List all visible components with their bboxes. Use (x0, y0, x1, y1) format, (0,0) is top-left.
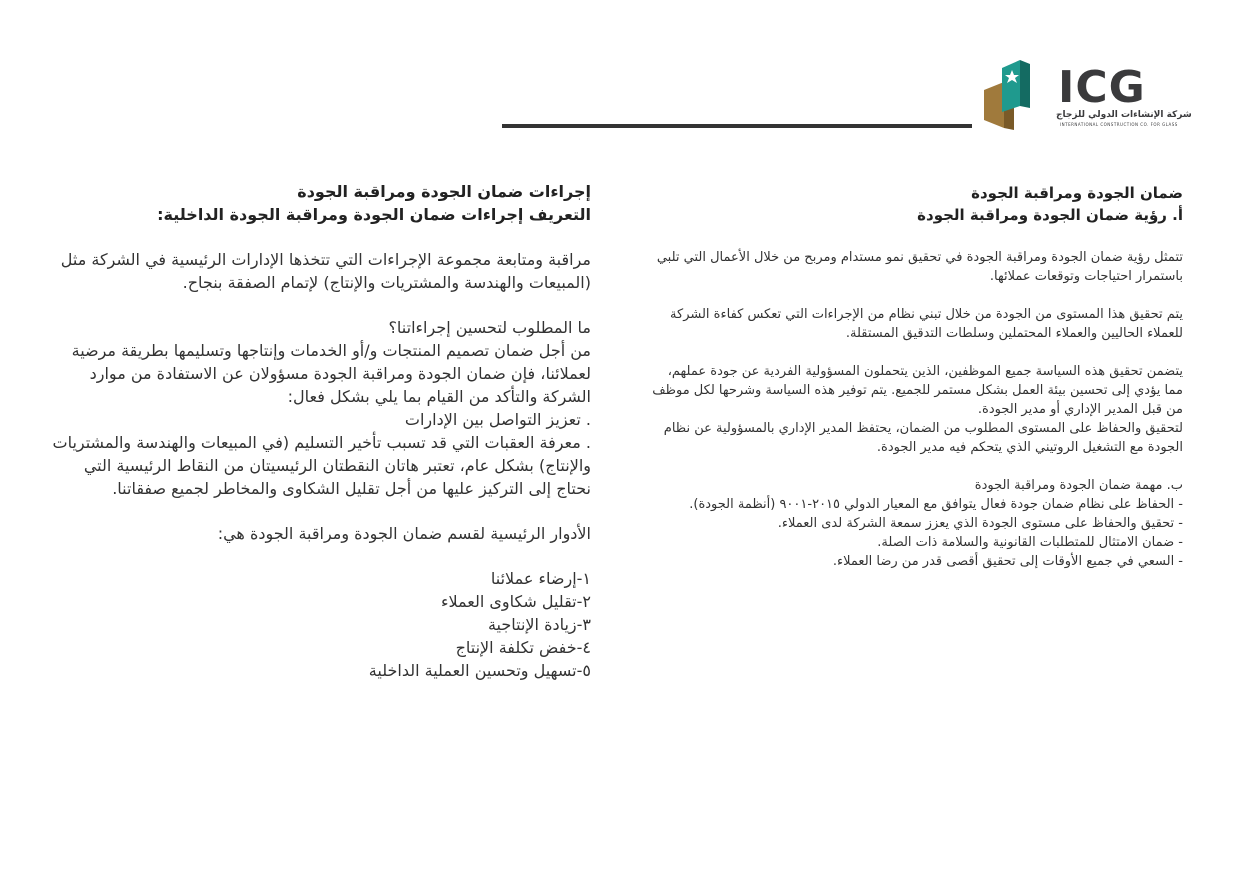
right-column (648, 182, 1183, 571)
definition-paragraph: مراقبة ومتابعة مجموعة الإجراءات التي تتخذها الإدارات الرئيسية في الشركة مثل (المبيعات والهندسة والمشتريات والإنتاج) لإتمام الصفقة بنجاح. (60, 250, 591, 292)
answer-paragraph: من أجل ضمان تصميم المنتجات و/أو الخدمات وإنتاجها وتسليمها بطريقة مرضية لعملائنا، فإن ضمان الجودة ومراقبة الجودة مسؤولان عن الاستفادة من موارد الشركة والتأكد من القيام بما يلي بشكل فعال: (71, 341, 591, 406)
header-divider (502, 124, 972, 128)
right-title: ضمان الجودة ومراقبة الجودة (971, 184, 1183, 202)
mission-item: - الحفاظ على نظام ضمان جودة فعال يتوافق مع المعيار الدولي ٢٠١٥-٩٠٠١ (أنظمة الجودة). (689, 497, 1183, 512)
role-item: ١-إرضاء عملائنا (490, 569, 591, 588)
logo-mark-icon (984, 58, 1032, 130)
maintain-paragraph: لتحقيق والحفاظ على المستوى المطلوب من الضمان، يحتفظ المدير الإداري بالمسؤولية عن نظام الجودة مع التشغيل الروتيني الذي يتحكم فيه مدير الجودة. (663, 421, 1183, 455)
point-item: . معرفة العقبات التي قد تسبب تأخير التسليم (في المبيعات والهندسة والمشتريات والإنتاج) بشكل عام، تعتبر هاتان النقطتان الرئيسيتان من النقاط الرئيسية التي نحتاج إلى التركيز عليها من أجل تقليل الشكاوى والمخاطر لجميع صفقاتنا. (52, 433, 591, 498)
question-line: ما المطلوب لتحسين إجراءاتنا؟ (388, 318, 591, 337)
left-column (46, 180, 591, 682)
logo-english-name: INTERNATIONAL CONSTRUCTION CO. FOR GLASS (1060, 122, 1178, 127)
vision-paragraph: تتمثل رؤية ضمان الجودة ومراقبة الجودة في تحقيق نمو مستدام ومربح من خلال الأعمال التي تلبي باستمرار احتياجات وتوقعات عملائها. (656, 250, 1183, 284)
left-title: إجراءات ضمان الجودة ومراقبة الجودة (297, 182, 591, 201)
mission-item: - السعي في جميع الأوقات إلى تحقيق أقصى قدر من رضا العملاء. (832, 554, 1183, 569)
logo-brand-text: ICG (1058, 62, 1146, 113)
roles-title: الأدوار الرئيسية لقسم ضمان الجودة ومراقبة الجودة هي: (217, 524, 591, 543)
role-item: ٢-تقليل شكاوى العملاء (440, 592, 591, 611)
achievement-paragraph: يتم تحقيق هذا المستوى من الجودة من خلال تبني نظام من الإجراءات التي تعكس كفاءة الشركة للعملاء الحاليين والعملاء المحتملين وسلطات التدقيق المستقلة. (670, 307, 1183, 341)
role-item: ٤-خفض تكلفة الإنتاج (455, 638, 591, 657)
left-subtitle: التعريف إجراءات ضمان الجودة ومراقبة الجودة الداخلية: (157, 205, 591, 224)
right-subtitle: أ. رؤية ضمان الجودة ومراقبة الجودة (917, 206, 1183, 224)
company-logo (984, 58, 1192, 130)
role-item: ٥-تسهيل وتحسين العملية الداخلية (368, 661, 591, 680)
mission-item: - ضمان الامتثال للمتطلبات القانونية والسلامة ذات الصلة. (877, 535, 1183, 550)
role-item: ٣-زيادة الإنتاجية (487, 615, 591, 634)
mission-title: ب. مهمة ضمان الجودة ومراقبة الجودة (974, 478, 1183, 493)
point-item: . تعزيز التواصل بين الإدارات (404, 410, 591, 429)
logo-arabic-name: شركة الإنشاءات الدولي للزجاج (1056, 110, 1192, 120)
mission-item: - تحقيق والحفاظ على مستوى الجودة الذي يعزز سمعة الشركة لدى العملاء. (777, 516, 1183, 531)
policy-paragraph: يتضمن تحقيق هذه السياسة جميع الموظفين، الذين يتحملون المسؤولية الفردية عن جودة عملهم، مما يؤدي إلى تحسين بيئة العمل بشكل مستمر للجميع. يتم توفير هذه السياسة وشرحها لكل موظف من قبل المدير الإداري أو مدير الجودة. (652, 364, 1183, 417)
